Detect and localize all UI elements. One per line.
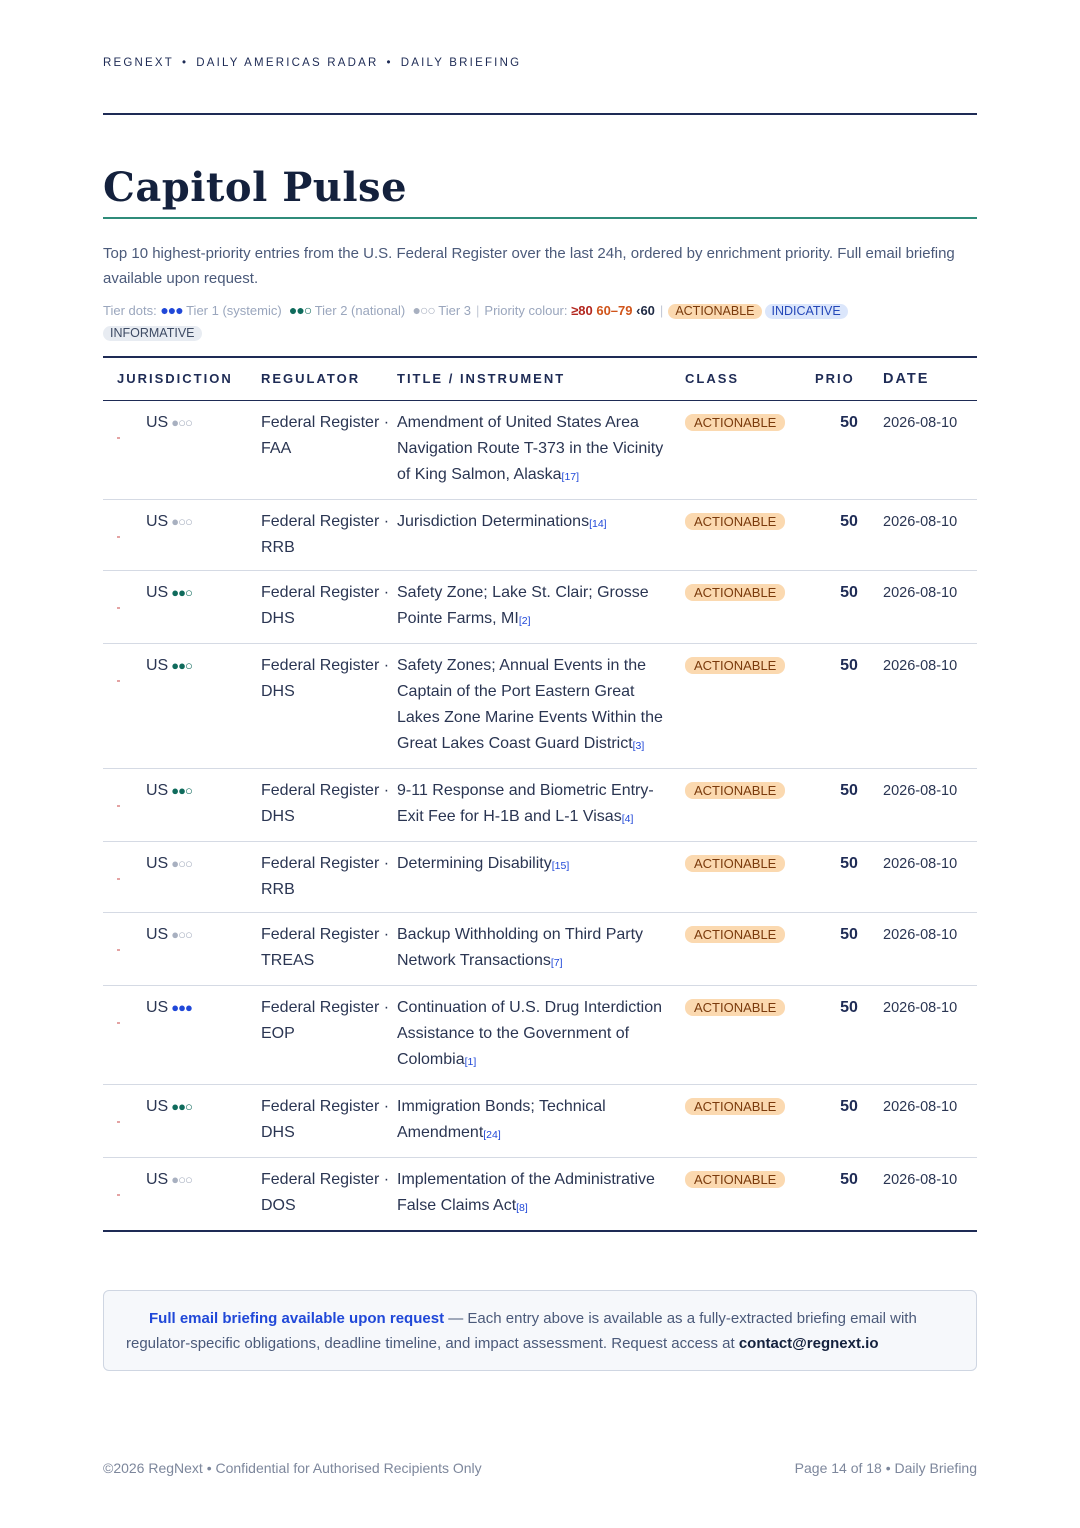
tier-dots-icon: ●●○ bbox=[171, 657, 192, 673]
cell-prio bbox=[815, 570, 883, 643]
instrument-title: Determining Disability bbox=[397, 854, 552, 872]
tier-dots-icon: ●●● bbox=[171, 999, 192, 1015]
col-class: CLASS bbox=[685, 357, 815, 400]
cell-jurisdiction bbox=[103, 1157, 261, 1231]
jurisdiction-code: US bbox=[146, 998, 169, 1016]
notice-body: — Each entry above is available as a fully-extracted briefing email with regulator-specific obligations, deadline timeline, and impact assessment. Request access at bbox=[126, 1310, 917, 1352]
cell-regulator: Federal Register · EOP bbox=[261, 985, 397, 1084]
kicker-brand: REGNEXT bbox=[103, 57, 174, 69]
class-badge: ACTIONABLE bbox=[685, 782, 785, 799]
cell-date: 2026-08-10 bbox=[883, 1084, 977, 1157]
tier-dots-icon: ●○○ bbox=[171, 926, 192, 942]
table-row bbox=[103, 841, 977, 912]
legend-priority-mid: 60–79 bbox=[596, 303, 633, 318]
table-row bbox=[103, 400, 977, 499]
cell-title bbox=[397, 1157, 685, 1231]
cell-date: 2026-08-10 bbox=[883, 643, 977, 768]
cell-title bbox=[397, 1084, 685, 1157]
legend-class-indicative: INDICATIVE bbox=[765, 304, 848, 319]
instrument-title: Amendment of United States Area Navigation Route T-373 in the Vicinity of King Salmon, Alaska bbox=[397, 413, 664, 483]
reference-link[interactable]: [17] bbox=[561, 470, 580, 483]
table-row bbox=[103, 499, 977, 570]
legend-priority-label: Priority colour: bbox=[484, 303, 568, 318]
jurisdiction-code: US bbox=[146, 656, 169, 674]
reference-link[interactable]: [4] bbox=[621, 812, 634, 825]
cell-regulator: Federal Register · DOS bbox=[261, 1157, 397, 1231]
cell-class bbox=[685, 841, 815, 912]
cell-prio bbox=[815, 841, 883, 912]
reference-link[interactable]: [7] bbox=[550, 956, 563, 969]
footer bbox=[103, 1460, 977, 1476]
priority-value: 50 bbox=[840, 998, 858, 1016]
col-regulator: REGULATOR bbox=[261, 357, 397, 400]
tier-dots-icon: ●○○ bbox=[171, 855, 192, 871]
row-marker bbox=[117, 680, 120, 682]
table-row bbox=[103, 570, 977, 643]
class-badge: ACTIONABLE bbox=[685, 855, 785, 872]
col-date: DATE bbox=[883, 357, 977, 400]
tier-dots-icon: ●●○ bbox=[171, 584, 192, 600]
reference-link[interactable]: [24] bbox=[483, 1128, 501, 1141]
class-badge: ACTIONABLE bbox=[685, 414, 785, 431]
cell-prio bbox=[815, 912, 883, 985]
instrument-title: Jurisdiction Determinations bbox=[397, 512, 590, 530]
class-badge: ACTIONABLE bbox=[685, 1098, 785, 1115]
legend-tier2: Tier 2 (national) bbox=[314, 303, 406, 318]
cell-jurisdiction bbox=[103, 570, 261, 643]
jurisdiction-code: US bbox=[146, 512, 169, 530]
cell-class bbox=[685, 1084, 815, 1157]
table-row bbox=[103, 643, 977, 768]
reference-link[interactable]: [15] bbox=[551, 859, 570, 872]
priority-value: 50 bbox=[840, 854, 858, 872]
reference-link[interactable]: [1] bbox=[464, 1055, 477, 1068]
instrument-title: 9-11 Response and Biometric Entry-Exit Fee for H-1B and L-1 Visas bbox=[397, 781, 654, 825]
jurisdiction-code: US bbox=[146, 413, 169, 431]
cell-prio bbox=[815, 768, 883, 841]
table-row bbox=[103, 1084, 977, 1157]
jurisdiction-code: US bbox=[146, 781, 169, 799]
cell-regulator: Federal Register · RRB bbox=[261, 841, 397, 912]
cell-regulator: Federal Register · FAA bbox=[261, 400, 397, 499]
footer-page-info: Page 14 of 18 • Daily Briefing bbox=[794, 1460, 977, 1476]
cell-date: 2026-08-10 bbox=[883, 985, 977, 1084]
cell-date: 2026-08-10 bbox=[883, 570, 977, 643]
cell-regulator: Federal Register · DHS bbox=[261, 768, 397, 841]
tier3-dots-icon: ●○○ bbox=[412, 302, 435, 318]
cell-jurisdiction bbox=[103, 985, 261, 1084]
cell-class bbox=[685, 985, 815, 1084]
col-title: TITLE / INSTRUMENT bbox=[397, 357, 685, 400]
cell-title bbox=[397, 570, 685, 643]
cell-regulator: Federal Register · DHS bbox=[261, 643, 397, 768]
top-divider bbox=[103, 113, 977, 115]
kicker-type: DAILY BRIEFING bbox=[400, 57, 522, 69]
instrument-title: Implementation of the Administrative False Claims Act bbox=[397, 1170, 655, 1214]
row-marker bbox=[117, 536, 120, 538]
tier-dots-icon: ●○○ bbox=[171, 414, 192, 430]
footer-copyright: ©2026 RegNext • Confidential for Authorised Recipients Only bbox=[103, 1460, 482, 1476]
kicker: REGNEXT • DAILY AMERICAS RADAR • DAILY BRIEFING bbox=[103, 57, 522, 69]
cell-class bbox=[685, 912, 815, 985]
instrument-title: Continuation of U.S. Drug Interdiction Assistance to the Government of Colombia bbox=[397, 998, 663, 1068]
cell-date: 2026-08-10 bbox=[883, 841, 977, 912]
legend-tier-label: Tier dots: bbox=[103, 303, 157, 318]
cell-title bbox=[397, 768, 685, 841]
cell-jurisdiction bbox=[103, 400, 261, 499]
jurisdiction-code: US bbox=[146, 1097, 169, 1115]
cell-date: 2026-08-10 bbox=[883, 912, 977, 985]
class-badge: ACTIONABLE bbox=[685, 999, 785, 1016]
cell-title bbox=[397, 841, 685, 912]
table-row bbox=[103, 768, 977, 841]
briefing-page bbox=[103, 0, 977, 1528]
kicker-section: DAILY AMERICAS RADAR bbox=[196, 57, 379, 69]
table-row bbox=[103, 1157, 977, 1231]
table-header-row bbox=[103, 357, 977, 400]
notice-lead: Full email briefing available upon request bbox=[149, 1310, 445, 1327]
cell-class bbox=[685, 570, 815, 643]
cell-prio bbox=[815, 499, 883, 570]
jurisdiction-code: US bbox=[146, 925, 169, 943]
jurisdiction-code: US bbox=[146, 854, 169, 872]
class-badge: ACTIONABLE bbox=[685, 584, 785, 601]
cell-prio bbox=[815, 643, 883, 768]
tier-dots-icon: ●○○ bbox=[171, 1171, 192, 1187]
jurisdiction-code: US bbox=[146, 583, 169, 601]
row-marker bbox=[117, 878, 120, 880]
cell-date: 2026-08-10 bbox=[883, 400, 977, 499]
instrument-title: Safety Zone; Lake St. Clair; Grosse Pointe Farms, MI bbox=[397, 583, 649, 627]
priority-value: 50 bbox=[840, 512, 858, 530]
legend-tier3: Tier 3 bbox=[438, 303, 472, 318]
priority-value: 50 bbox=[840, 656, 858, 674]
reference-link[interactable]: [3] bbox=[632, 739, 645, 752]
tier-dots-icon: ●●○ bbox=[171, 1098, 192, 1114]
cell-jurisdiction bbox=[103, 499, 261, 570]
row-marker bbox=[117, 1121, 120, 1123]
row-marker bbox=[117, 607, 120, 609]
class-badge: ACTIONABLE bbox=[685, 926, 785, 943]
row-marker bbox=[117, 949, 120, 951]
row-marker bbox=[117, 805, 120, 807]
tier1-dots-icon: ●●● bbox=[160, 302, 183, 318]
class-badge: ACTIONABLE bbox=[685, 1171, 785, 1188]
cell-title bbox=[397, 499, 685, 570]
row-marker bbox=[117, 437, 120, 439]
contact-email-link[interactable]: contact@regnext.io bbox=[738, 1335, 879, 1352]
cell-regulator: Federal Register · DHS bbox=[261, 1084, 397, 1157]
cell-date: 2026-08-10 bbox=[883, 768, 977, 841]
instrument-title: Immigration Bonds; Technical Amendment bbox=[397, 1097, 606, 1141]
jurisdiction-code: US bbox=[146, 1170, 169, 1188]
class-badge: ACTIONABLE bbox=[685, 657, 785, 674]
cell-regulator: Federal Register · TREAS bbox=[261, 912, 397, 985]
legend-tier1: Tier 1 (systemic) bbox=[186, 303, 282, 318]
cell-jurisdiction bbox=[103, 841, 261, 912]
cell-class bbox=[685, 768, 815, 841]
tier-dots-icon: ●●○ bbox=[171, 782, 192, 798]
priority-value: 50 bbox=[840, 583, 858, 601]
class-badge: ACTIONABLE bbox=[685, 513, 785, 530]
row-marker bbox=[117, 1022, 120, 1024]
reference-link[interactable]: [14] bbox=[589, 517, 607, 530]
col-jurisdiction: JURISDICTION bbox=[103, 357, 261, 400]
cell-title bbox=[397, 643, 685, 768]
cell-class bbox=[685, 643, 815, 768]
cell-regulator: Federal Register · DHS bbox=[261, 570, 397, 643]
legend-priority-low: ‹60 bbox=[636, 303, 655, 318]
cell-class bbox=[685, 499, 815, 570]
legend-class-actionable: ACTIONABLE bbox=[668, 304, 761, 319]
cell-jurisdiction bbox=[103, 912, 261, 985]
cell-regulator: Federal Register · RRB bbox=[261, 499, 397, 570]
cell-jurisdiction bbox=[103, 643, 261, 768]
reference-link[interactable]: [8] bbox=[516, 1201, 528, 1214]
legend-class-informative: INFORMATIVE bbox=[103, 326, 202, 341]
page-title: Capitol Pulse bbox=[103, 164, 408, 211]
table-body bbox=[103, 400, 977, 1231]
legend: Tier dots: ●●● Tier 1 (systemic) ●●○ Tier 2 (national) ●○○ Tier 3 | Priority colour: ≥80 60–79 ‹60 | ACTIONABLE INDICATIVE INFORMATIVE bbox=[103, 299, 977, 344]
cell-prio bbox=[815, 985, 883, 1084]
cell-jurisdiction bbox=[103, 1084, 261, 1157]
priority-value: 50 bbox=[840, 413, 858, 431]
cell-date: 2026-08-10 bbox=[883, 499, 977, 570]
intro-text: Top 10 highest-priority entries from the U.S. Federal Register over the last 24h, ordered by enrichment priority. Full email briefing available upon request. bbox=[103, 245, 955, 287]
instrument-title: Safety Zones; Annual Events in the Captain of the Port Eastern Great Lakes Zone Marine Events Within the Great Lakes Coast Guard District bbox=[397, 656, 663, 752]
cell-prio bbox=[815, 1084, 883, 1157]
priority-value: 50 bbox=[840, 1097, 858, 1115]
cell-prio bbox=[815, 1157, 883, 1231]
cell-title bbox=[397, 912, 685, 985]
tier2-dots-icon: ●●○ bbox=[288, 302, 312, 318]
cell-prio bbox=[815, 400, 883, 499]
request-notice bbox=[103, 1290, 977, 1371]
reference-link[interactable]: [2] bbox=[518, 614, 531, 627]
table-row bbox=[103, 912, 977, 985]
legend-priority-high: ≥80 bbox=[571, 303, 593, 318]
cell-jurisdiction bbox=[103, 768, 261, 841]
col-prio: PRIO bbox=[815, 357, 883, 400]
priority-table bbox=[103, 356, 977, 1232]
cell-class bbox=[685, 1157, 815, 1231]
priority-value: 50 bbox=[840, 781, 858, 799]
cell-title bbox=[397, 400, 685, 499]
priority-value: 50 bbox=[840, 925, 858, 943]
priority-value: 50 bbox=[840, 1170, 858, 1188]
cell-title bbox=[397, 985, 685, 1084]
cell-class bbox=[685, 400, 815, 499]
table-row bbox=[103, 985, 977, 1084]
title-divider bbox=[103, 217, 977, 219]
tier-dots-icon: ●○○ bbox=[171, 513, 192, 529]
row-marker bbox=[117, 1194, 120, 1196]
instrument-title: Backup Withholding on Third Party Network Transactions bbox=[397, 925, 644, 969]
cell-date: 2026-08-10 bbox=[883, 1157, 977, 1231]
